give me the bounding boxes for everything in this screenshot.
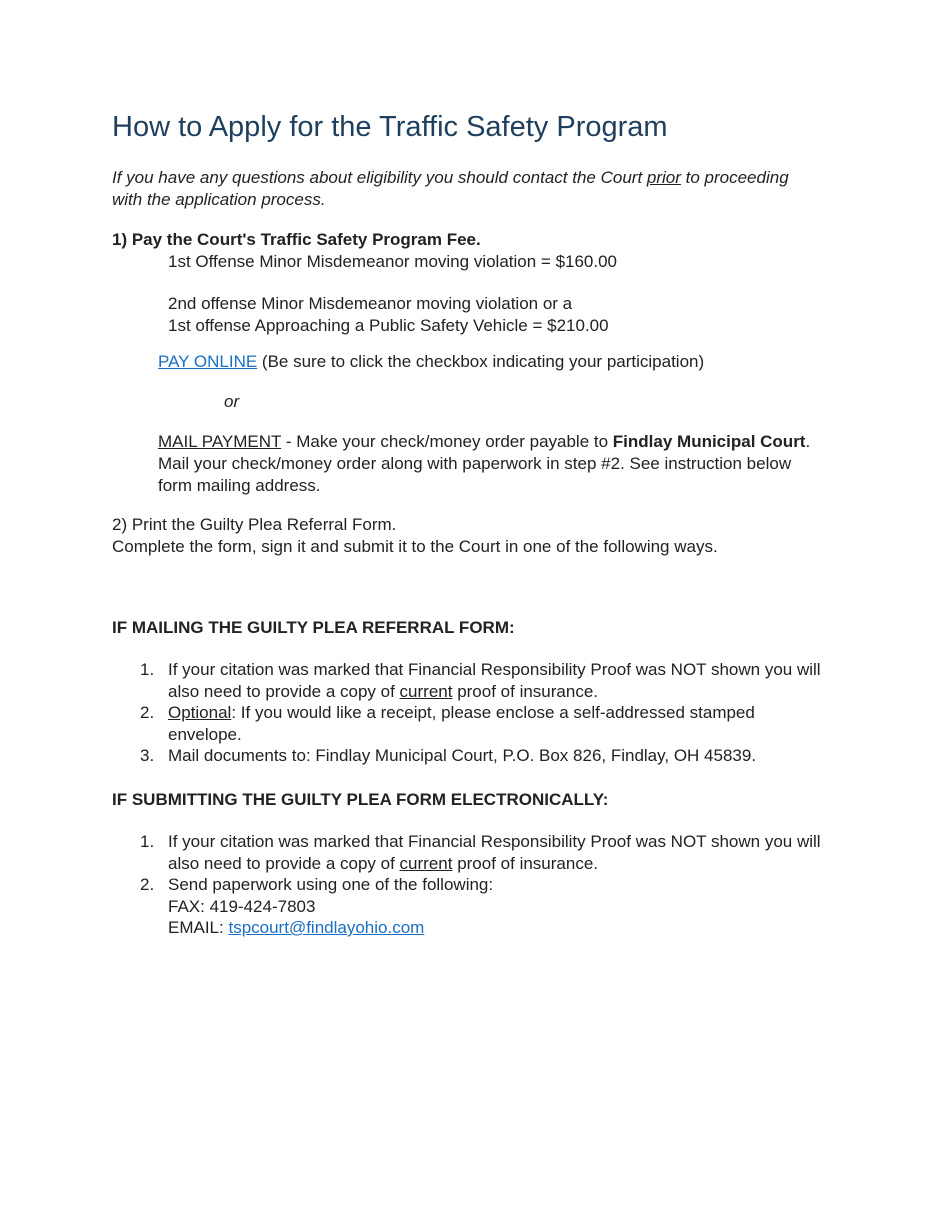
email-label: EMAIL: <box>168 918 229 937</box>
step2-heading: 2) Print the Guilty Plea Referral Form. <box>112 515 397 534</box>
pay-online-link[interactable]: PAY ONLINE <box>158 352 258 371</box>
list-item-number: 2. <box>140 703 155 722</box>
list-item <box>112 831 832 874</box>
pay-online-note: (Be sure to click the checkbox indicating your participation) <box>257 352 705 371</box>
list-item-number: 1. <box>140 660 155 679</box>
electronic-section-heading: IF SUBMITTING THE GUILTY PLEA FORM ELECTRONICALLY: <box>112 790 609 809</box>
pay-online-line <box>158 351 704 373</box>
electronic-item1-after: proof of insurance. <box>452 853 598 873</box>
mailing-item2-text: : If you would like a receipt, please enclose a self-addressed stamped envelope. <box>168 703 755 744</box>
mailing-steps-list <box>112 659 832 767</box>
mailing-item2-underlined: Optional <box>168 703 232 722</box>
mail-payment-paragraph <box>158 431 823 497</box>
fee-first-offense: 1st Offense Minor Misdemeanor moving violation = $160.00 <box>168 252 618 271</box>
electronic-item2-text: Send paperwork using one of the following: <box>168 875 494 894</box>
or-separator: or <box>224 392 240 411</box>
mailing-item1-text: If your citation was marked that Financial Responsibility Proof was NOT shown you will also need to provide a copy of <box>168 660 821 701</box>
mail-payment-label: MAIL PAYMENT <box>158 432 282 451</box>
mailing-section-heading: IF MAILING THE GUILTY PLEA REFERRAL FORM: <box>112 618 515 637</box>
fax-number: FAX: 419-424-7803 <box>168 896 316 916</box>
list-item <box>112 702 832 745</box>
list-item <box>112 874 832 939</box>
mailing-item3-text: Mail documents to: Findlay Municipal Court, P.O. Box 826, Findlay, OH 45839. <box>168 746 757 765</box>
electronic-item1-text: If your citation was marked that Financial Responsibility Proof was NOT shown you will also need to provide a copy of <box>168 832 821 873</box>
electronic-steps-list <box>112 831 832 939</box>
step1-heading: 1) Pay the Court's Traffic Safety Program Fee. <box>112 230 481 249</box>
mailing-item1-underlined: current <box>399 681 453 701</box>
list-item <box>112 745 832 767</box>
intro-text-before: If you have any questions about eligibility you should contact the Court <box>112 168 647 187</box>
intro-text-after: to proceeding with the application process. <box>112 168 789 209</box>
list-item-number: 2. <box>140 875 155 894</box>
page-title: How to Apply for the Traffic Safety Program <box>112 111 668 143</box>
mail-payment-payee: Findlay Municipal Court <box>612 432 806 451</box>
intro-underlined-prior: prior <box>646 168 681 187</box>
intro-paragraph <box>112 167 812 211</box>
mail-payment-text2: . Mail your check/money order along with paperwork in step #2. See instruction below form mailing address. <box>158 432 811 495</box>
mailing-item1-after: proof of insurance. <box>452 681 598 701</box>
list-item-number: 3. <box>140 746 155 765</box>
list-item-number: 1. <box>140 832 155 851</box>
step2-block <box>112 514 718 558</box>
email-link[interactable]: tspcourt@findlayohio.com <box>228 918 425 937</box>
electronic-item1-underlined: current <box>399 853 453 873</box>
step2-instructions: Complete the form, sign it and submit it to the Court in one of the following ways. <box>112 537 718 556</box>
mail-payment-text1: - Make your check/money order payable to <box>281 432 613 451</box>
list-item <box>112 659 832 702</box>
fee-second-offense-line1: 2nd offense Minor Misdemeanor moving violation or a <box>168 294 573 313</box>
fee-second-offense-line2: 1st offense Approaching a Public Safety Vehicle = $210.00 <box>168 316 609 335</box>
email-line <box>168 917 832 939</box>
